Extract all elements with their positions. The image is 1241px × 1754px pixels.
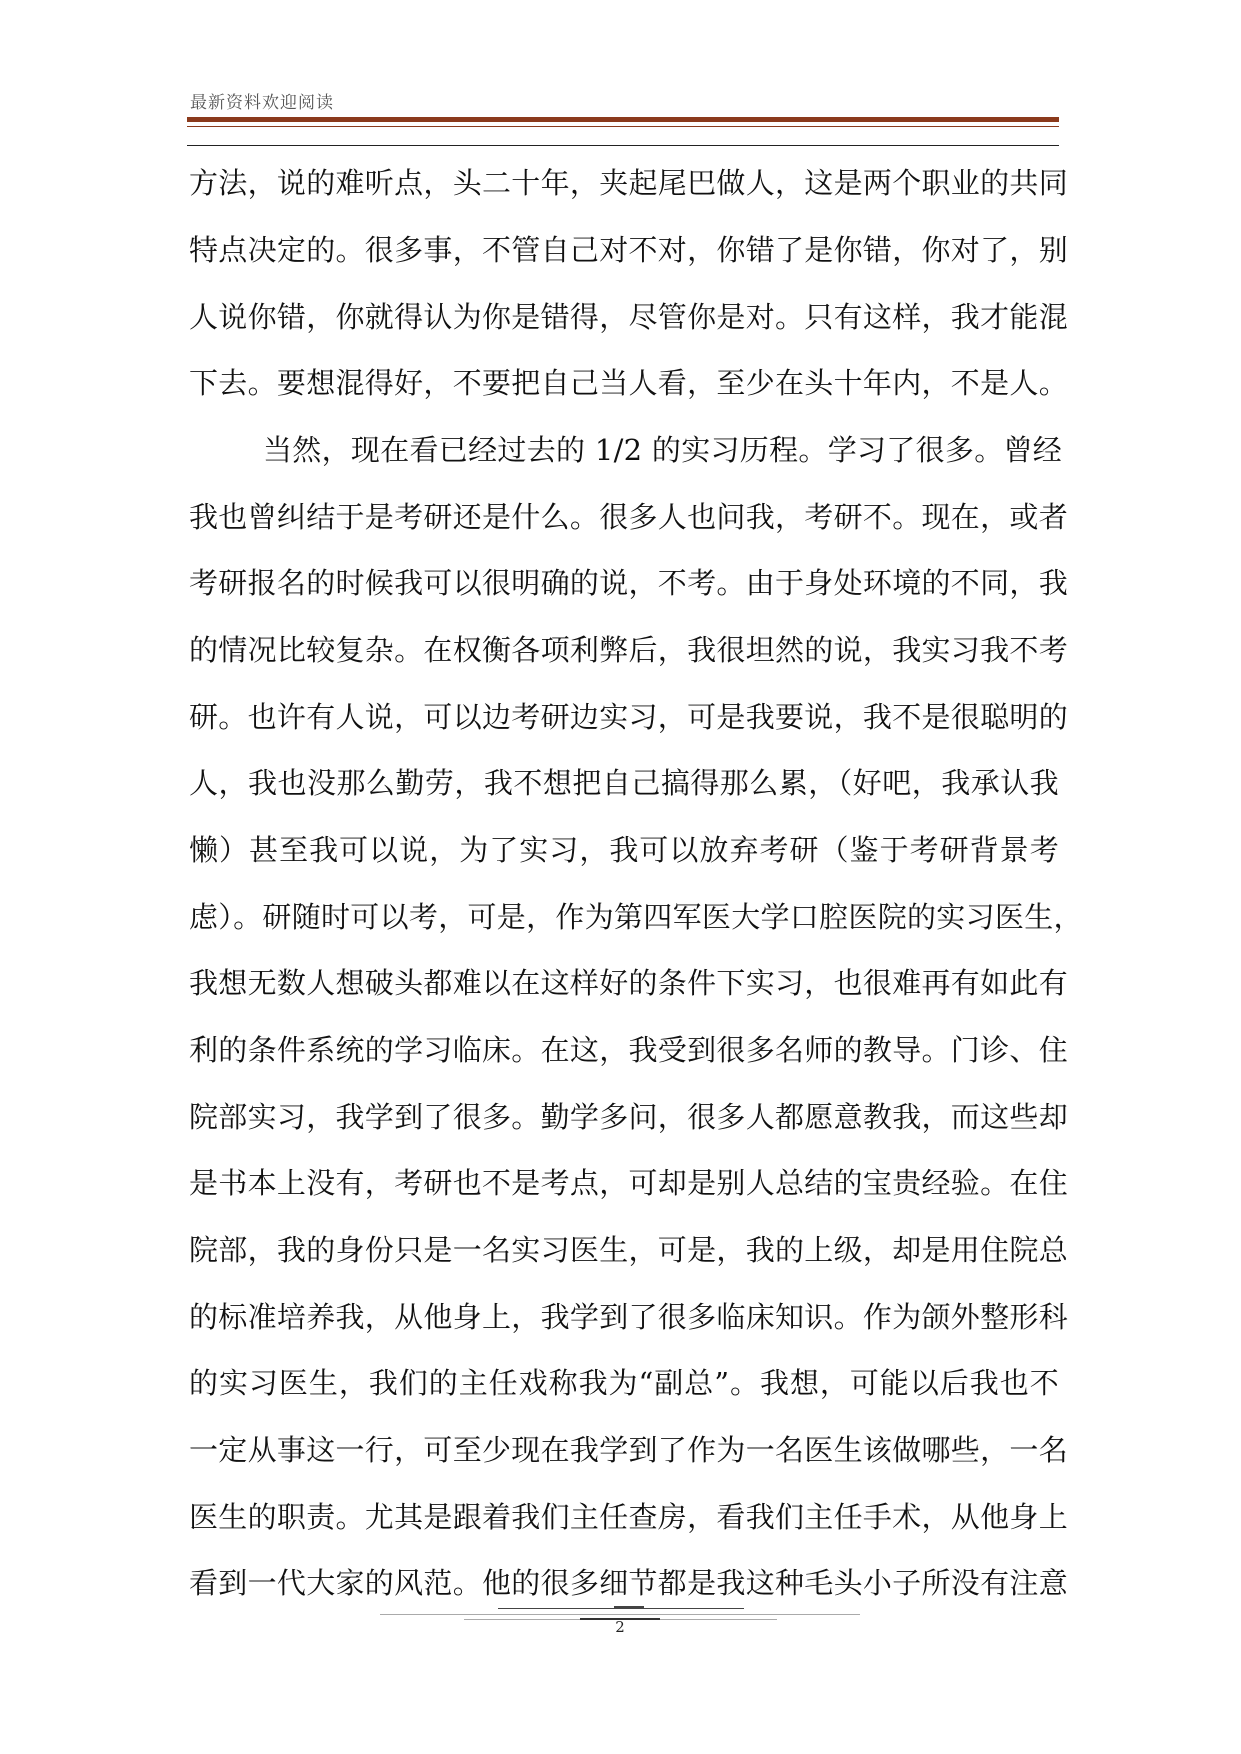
- body-line: 人说你错，你就得认为你是错得，尽管你是对。只有这样，我才能混: [189, 300, 1069, 334]
- body-line: 当然，现在看已经过去的 1/2 的实习历程。学习了很多。曾经: [263, 433, 1063, 467]
- body-line: 虑）。研随时可以考，可是，作为第四军医大学口腔医院的实习医生，: [189, 900, 1083, 934]
- footer-rule-mark: [614, 1606, 644, 1608]
- body-line: 是书本上没有，考研也不是考点，可却是别人总结的宝贵经验。在住: [189, 1166, 1069, 1200]
- page-number: 2: [615, 1618, 625, 1636]
- body-line: 研。也许有人说，可以边考研边实习，可是我要说，我不是很聪明的: [189, 700, 1069, 734]
- body-line: 方法，说的难听点，头二十年，夹起尾巴做人，这是两个职业的共同: [189, 166, 1069, 200]
- body-line: 院部实习，我学到了很多。勤学多问，很多人都愿意教我，而这些却: [189, 1100, 1069, 1134]
- body-line: 懒）甚至我可以说，为了实习，我可以放弃考研（鉴于考研背景考: [189, 833, 1059, 867]
- body-line: 下去。要想混得好，不要把自己当人看，至少在头十年内，不是人。: [189, 366, 1069, 400]
- body-line: 利的条件系统的学习临床。在这，我受到很多名师的教导。门诊、住: [189, 1033, 1069, 1067]
- body-line: 医生的职责。尤其是跟着我们主任查房，看我们主任手术，从他身上: [189, 1500, 1069, 1534]
- body-line: 我想无数人想破头都难以在这样好的条件下实习，也很难再有如此有: [189, 966, 1069, 1000]
- body-line: 院部，我的身份只是一名实习医生，可是，我的上级，却是用住院总: [189, 1233, 1069, 1267]
- header-rule-bottom: [187, 145, 1059, 146]
- footer-rule-top: [498, 1608, 744, 1609]
- body-line: 的实习医生，我们的主任戏称我为“副总”。我想，可能以后我也不: [189, 1366, 1059, 1400]
- body-line: 考研报名的时候我可以很明确的说，不考。由于身处环境的不同，我: [189, 566, 1069, 600]
- body-line: 人，我也没那么勤劳，我不想把自己搞得那么累，（好吧，我承认我: [189, 766, 1059, 800]
- body-line: 我也曾纠结于是考研还是什么。很多人也问我，考研不。现在，或者: [189, 500, 1069, 534]
- body-line: 的标准培养我，从他身上，我学到了很多临床知识。作为颌外整形科: [189, 1300, 1069, 1334]
- body-line: 的情况比较复杂。在权衡各项利弊后，我很坦然的说，我实习我不考: [189, 633, 1069, 667]
- header-rule-thick: [187, 117, 1059, 122]
- footer-rule-middle: [380, 1614, 860, 1615]
- header-rule-thin: [187, 126, 1059, 127]
- body-line: 特点决定的。很多事，不管自己对不对，你错了是你错，你对了，别: [189, 233, 1069, 267]
- header-text: 最新资料欢迎阅读: [190, 93, 334, 113]
- body-line: 看到一代大家的风范。他的很多细节都是我这种毛头小子所没有注意: [189, 1566, 1069, 1600]
- body-line: 一定从事这一行，可至少现在我学到了作为一名医生该做哪些，一名: [189, 1433, 1069, 1467]
